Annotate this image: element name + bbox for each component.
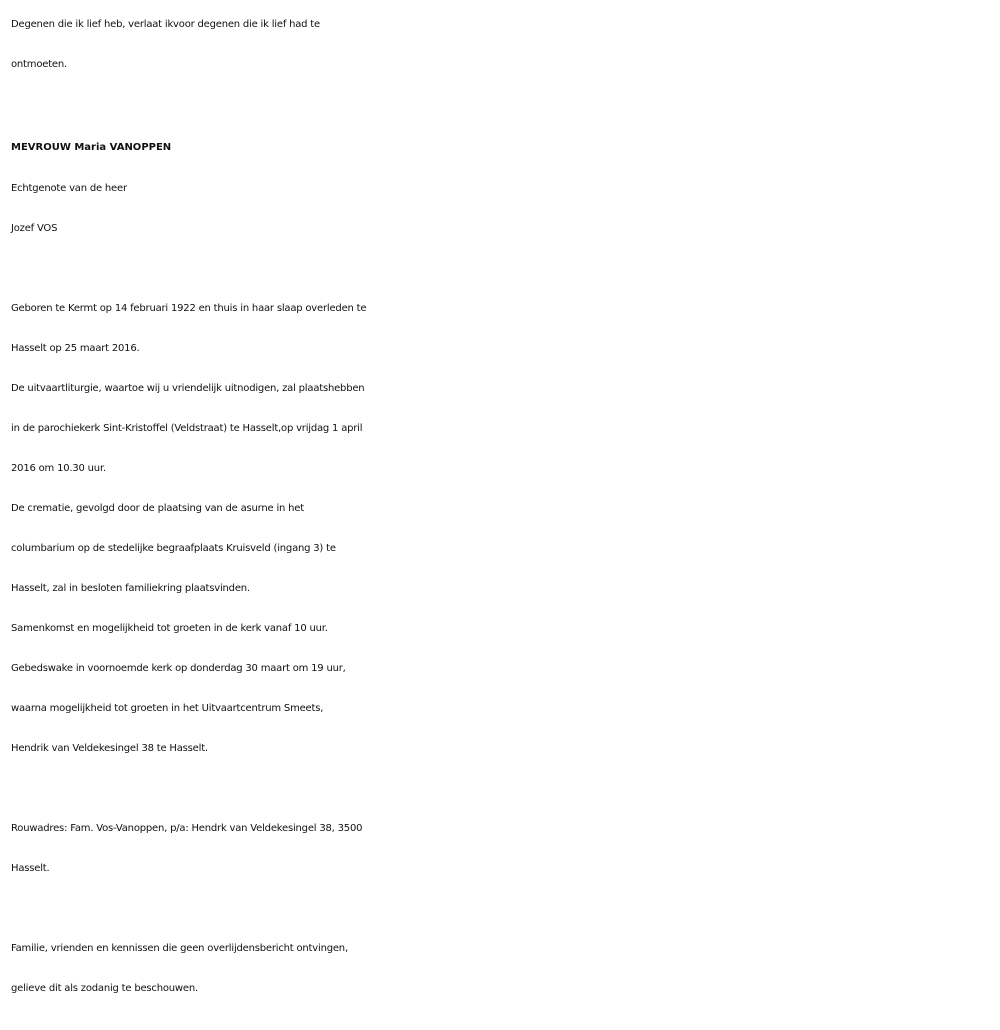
announcement-line: 2016 om 10.30 uur. <box>11 463 106 474</box>
paragraph-gap <box>11 769 996 809</box>
closing-line: Familie, vrienden en kennissen die geen overlijdensbericht ontvingen, <box>11 943 348 954</box>
announcement-line: Samenkomst en mogelijkheid tot groeten in de kerk vanaf 10 uur. <box>11 623 328 634</box>
announcement-line: Geboren te Kermt op 14 februari 1922 en thuis in haar slaap overleden te <box>11 303 367 314</box>
announcement-line: waarna mogelijkheid tot groeten in het Uitvaartcentrum Smeets, <box>11 703 324 714</box>
quote-line: ontmoeten. <box>11 59 67 70</box>
deceased-name: MEVROUW Maria VANOPPEN <box>11 142 172 153</box>
quote-line: Degenen die ik lief heb, verlaat ikvoor degenen die ik lief had te <box>11 19 320 30</box>
announcement-line: in de parochiekerk Sint-Kristoffel (Veldstraat) te Hasselt,op vrijdag 1 april <box>11 423 363 434</box>
announcement-line: Hendrik van Veldekesingel 38 te Hasselt. <box>11 743 208 754</box>
address-line: Rouwadres: Fam. Vos-Vanoppen, p/a: Hendrk van Veldekesingel 38, 3500 <box>11 823 363 834</box>
spouse-line: Jozef VOS <box>11 223 58 234</box>
paragraph-gap <box>11 249 996 289</box>
mourning-address <box>11 809 996 889</box>
address-line: Hasselt. <box>11 863 50 874</box>
paragraph-gap <box>11 889 996 929</box>
announcement-text <box>11 289 996 769</box>
obituary-document <box>11 5 996 1009</box>
closing-note <box>11 929 996 1009</box>
opening-quote <box>11 5 996 85</box>
announcement-line: De uitvaartliturgie, waartoe wij u vriendelijk uitnodigen, zal plaatshebben <box>11 383 365 394</box>
announcement-line: De crematie, gevolgd door de plaatsing van de asurne in het <box>11 503 304 514</box>
announcement-line: Hasselt, zal in besloten familiekring plaatsvinden. <box>11 583 250 594</box>
spouse-line: Echtgenote van de heer <box>11 183 127 194</box>
spouse-block <box>11 169 996 249</box>
announcement-line: columbarium op de stedelijke begraafplaats Kruisveld (ingang 3) te <box>11 543 336 554</box>
announcement-line: Hasselt op 25 maart 2016. <box>11 343 140 354</box>
announcement-line: Gebedswake in voornoemde kerk op donderdag 30 maart om 19 uur, <box>11 663 346 674</box>
closing-line: gelieve dit als zodanig te beschouwen. <box>11 983 198 994</box>
